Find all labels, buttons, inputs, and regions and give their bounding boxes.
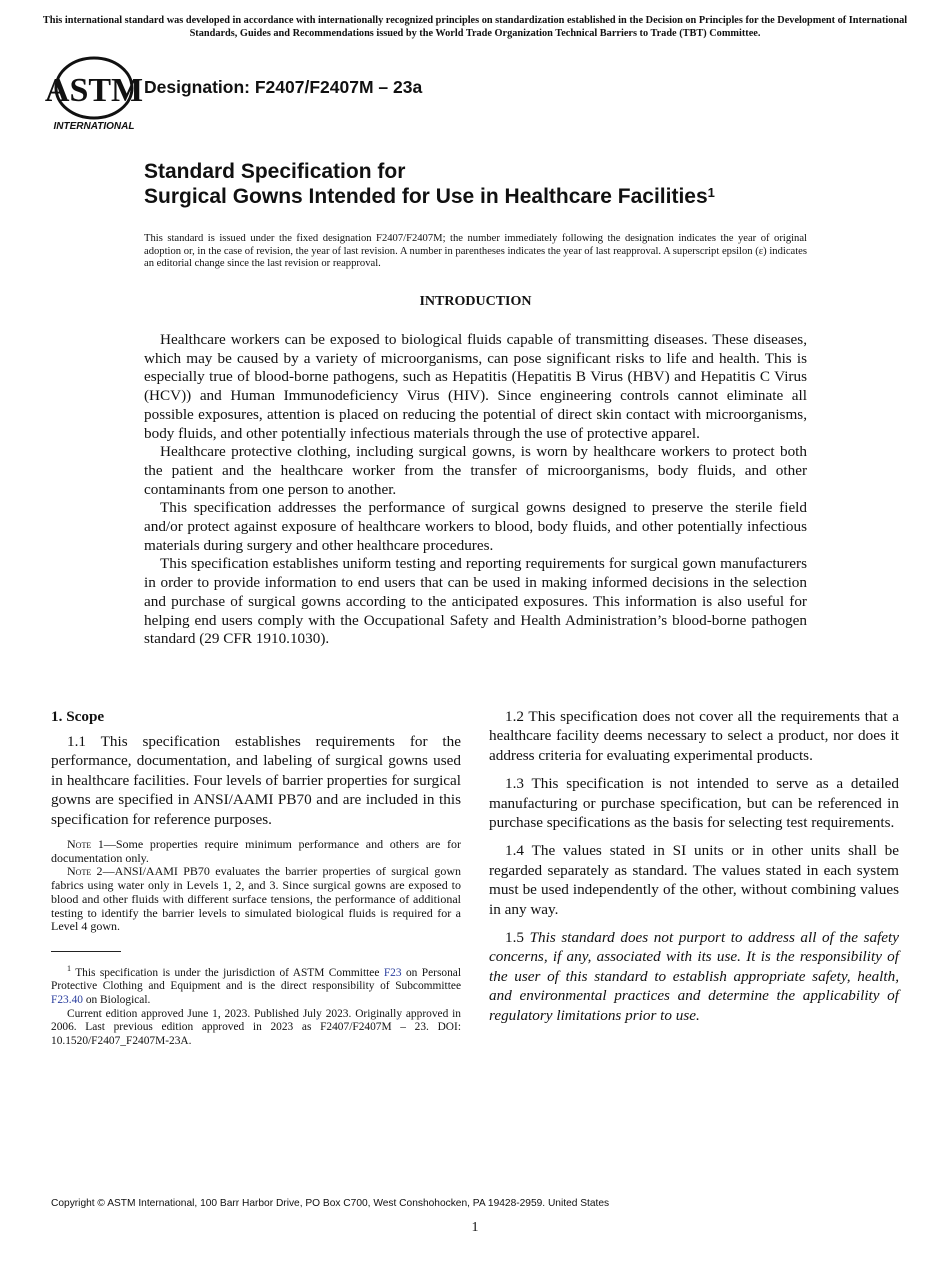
note-2-text: —ANSI/AAMI PB70 evaluates the barrier properties of surgical gown fabrics using water only in Levels 1, 2, and 3. Since surgical gowns are exposed to blood and other fluids with different surface tensions, the performance of additional testing to identify the barrier levels to simulated biological fluids is required for a Level 4 gown. xyxy=(51,864,462,934)
intro-paragraph: Healthcare protective clothing, including surgical gowns, is worn by healthcare workers to protect both the patient and the healthcare worker from the transfer of microorganisms, body fluids, and other contaminants from one person to another. xyxy=(144,443,807,498)
section-1-5 xyxy=(489,928,899,1025)
left-column xyxy=(51,707,461,1048)
committee-link[interactable]: F23 xyxy=(383,966,402,979)
footnote-text-a: This specification is under the jurisdiction of ASTM Committee xyxy=(71,966,384,979)
logo-text: ASTM xyxy=(44,72,144,109)
note-2 xyxy=(51,865,461,934)
copyright-notice: Copyright © ASTM International, 100 Barr Harbor Drive, PO Box C700, West Conshohocken, PA 19428-2959. United States xyxy=(51,1198,610,1209)
title-line-2-text: Surgical Gowns Intended for Use in Healthcare Facilities xyxy=(144,185,708,208)
designation: Designation: F2407/F2407M – 23a xyxy=(144,77,423,97)
footnote-divider xyxy=(51,951,121,952)
page-number: 1 xyxy=(471,1220,479,1235)
note-1-text: —Some properties require minimum performance and others are for documentation only. xyxy=(51,837,461,865)
note-2-label: Note 2 xyxy=(67,864,103,879)
footnote-1 xyxy=(51,962,461,1008)
astm-logo-icon xyxy=(44,56,144,132)
subcommittee-link[interactable]: F23.40 xyxy=(51,993,83,1006)
document-title xyxy=(144,159,844,209)
footnote-mark: 1 xyxy=(67,963,71,973)
note-1 xyxy=(51,838,461,865)
section-1-5-text: This standard does not purport to address all of the safety concerns, if any, associated with its use. It is the responsibility of the user of this standard to establish appropriate safety, health, and environmental practices and determine the applicability of regulatory limitations prior to use. xyxy=(489,929,900,1024)
right-column xyxy=(489,707,899,1034)
wto-notice: This international standard was developed in accordance with internationally recognized principles on standardization established in the Decision on Principles for the Development of International Standards, Guides and Recommendations issued by the World Trade Organization Technical Barriers to Trade (TBT) Committee. xyxy=(42,15,908,39)
logo-subtext: INTERNATIONAL xyxy=(53,121,135,132)
astm-logo xyxy=(44,56,144,132)
title-footnote-mark: 1 xyxy=(707,185,715,200)
introduction-heading: INTRODUCTION xyxy=(419,294,532,309)
intro-paragraph: This specification establishes uniform testing and reporting requirements for surgical gown manufacturers in order to provide information to end users that can be used in making informed decisions in the selection and purchase of surgical gowns according to the anticipated exposures. This information is also useful for helping end users comply with the Occupational Safety and Health Administration’s blood-borne pathogen standard (29 CFR 1910.1030). xyxy=(144,555,807,648)
intro-paragraph: This specification addresses the performance of surgical gowns designed to preserve the sterile field and/or protect against exposure of healthcare workers to blood, body fluids, and other potentially infectious materials during surgery and other healthcare procedures. xyxy=(144,499,807,554)
title-line-2 xyxy=(144,184,844,209)
introduction-body xyxy=(144,331,807,649)
issued-notice: This standard is issued under the fixed designation F2407/F2407M; the number immediately following the designation indicates the year of original adoption or, in the case of revision, the year of last revision. A number in parentheses indicates the year of last reapproval. A superscript epsilon (ε) indicates an editorial change since the last revision or reapproval. xyxy=(144,233,807,270)
section-1-1: 1.1 This specification establishes requirements for the performance, documentation, and labeling of surgical gowns used in healthcare facilities. Four levels of barrier properties for surgical gowns are specified in ANSI/AAMI PB70 and are included in this specification for reference purposes. xyxy=(51,733,461,828)
title-line-1: Standard Specification for xyxy=(144,160,406,183)
section-1-2: 1.2 This specification does not cover all the requirements that a healthcare facility deems necessary to select a product, nor does it address criteria for evaluating experimental products. xyxy=(489,708,899,764)
note-1-label: Note 1 xyxy=(67,837,104,852)
scope-heading: 1. Scope xyxy=(51,708,105,725)
section-1-5-number: 1.5 xyxy=(505,929,530,947)
footnote-text-c: on Biological. xyxy=(82,993,151,1006)
intro-paragraph: Healthcare workers can be exposed to biological fluids capable of transmitting diseases. These diseases, which may be caused by a variety of microorganisms, can pose significant risks to life and health. This is especially true of blood-borne pathogens, such as Hepatitis (Hepatitis B Virus (HBV) and Hepatitis C Virus (HCV)) and Human Immunodeficiency Virus (HIV). Since engineering controls cannot eliminate all possible exposures, attention is placed on reducing the potential of direct skin contact with microorganisms, body fluids, and other potentially infectious materials through the use of protective apparel. xyxy=(144,331,807,442)
section-1-3: 1.3 This specification is not intended to serve as a detailed manufacturing or purchase specification, but can be referenced in purchase specifications as the basis for selecting test requirements. xyxy=(489,775,899,832)
section-1-4: 1.4 The values stated in SI units or in other units shall be regarded separately as standard. The values stated in each system must be used independently of the other, without combining values in any way. xyxy=(489,842,899,918)
footnote-edition: Current edition approved June 1, 2023. Published July 2023. Originally approved in 2006. Last previous edition approved in 2023 as F2407/F2407M – 23. DOI: 10.1520/F2407_F2407M-23A. xyxy=(51,1007,461,1047)
footnote-text-b: on Personal Protective Clothing and Equipment and is the direct responsibility of Subcommittee xyxy=(51,966,461,993)
